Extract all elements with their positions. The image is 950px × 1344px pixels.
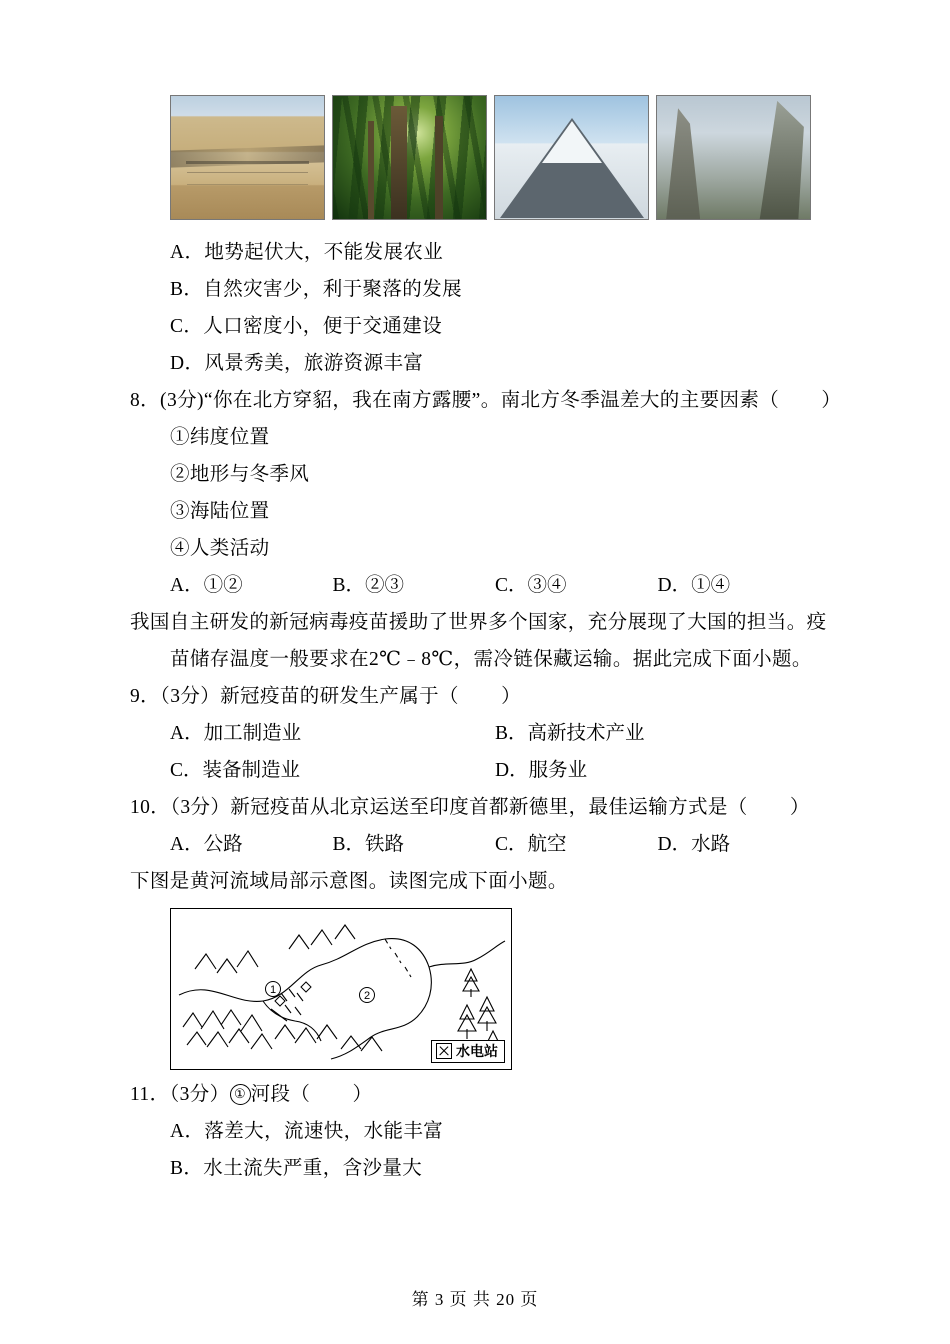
passage-vaccine-line2: 苗储存温度一般要求在2℃﹣8℃，需冷链保藏运输。据此完成下面小题。: [170, 649, 812, 670]
q10-option-b: B．铁路: [332, 834, 405, 855]
hydropower-station-icon: [436, 1043, 452, 1059]
granite-peaks-photo: [656, 95, 811, 220]
q8-item-1: ①纬度位置: [170, 427, 270, 448]
q9-options-row1: [130, 715, 820, 752]
passage-yellow-river: 下图是黄河流域局部示意图。读图完成下面小题。: [130, 871, 568, 892]
yellow-river-map-figure: [170, 908, 512, 1070]
q8-option-a: A．①②: [170, 575, 243, 596]
q8-item-3: ③海陆位置: [170, 501, 270, 522]
q8-stem: 8．(3分)“你在北方穿貂，我在南方露腰”。南北方冬季温差大的主要因素（ ）: [130, 390, 842, 411]
q9-option-a: A．加工制造业: [170, 723, 302, 744]
q10-stem: 10．（3分）新冠疫苗从北京运送至印度首都新德里，最佳运输方式是（ ）: [130, 797, 810, 818]
q11-option-a: A．落差大，流速快，水能丰富: [170, 1121, 444, 1142]
q11-stem-prefix: 11．（3分）: [130, 1084, 230, 1105]
q7-option-b: B．自然灾害少，利于聚落的发展: [170, 279, 463, 300]
q8-options: [130, 567, 820, 604]
q11-stem-circle: ①: [230, 1084, 251, 1105]
desert-highway-photo: [170, 95, 325, 220]
q9-stem: 9．（3分）新冠疫苗的研发生产属于（ ）: [130, 686, 522, 707]
passage-vaccine-line1: 我国自主研发的新冠病毒疫苗援助了世界多个国家，充分展现了大国的担当。疫: [130, 612, 827, 633]
q9-option-b: B．高新技术产业: [495, 723, 645, 744]
map-marker-1-label: 1: [269, 984, 277, 996]
q10-options: [130, 826, 820, 863]
q9-option-c: C．装备制造业: [170, 760, 301, 781]
photo-strip: [170, 95, 820, 220]
q8-item-2: ②地形与冬季风: [170, 464, 310, 485]
q7-option-a: A．地势起伏大，不能发展农业: [170, 242, 444, 263]
q11-stem-suffix: 河段（ ）: [250, 1084, 373, 1105]
q10-option-a: A．公路: [170, 834, 243, 855]
q9-option-d: D．服务业: [495, 760, 588, 781]
q10-option-d: D．水路: [657, 834, 731, 855]
map-legend-label: 水电站: [456, 1043, 498, 1059]
q8-option-d: D．①④: [657, 575, 731, 596]
page-footer: 第 3 页 共 20 页: [411, 1290, 539, 1309]
q10-option-c: C．航空: [495, 834, 567, 855]
map-marker-2-label: 2: [363, 990, 371, 1002]
q7-option-c: C．人口密度小，便于交通建设: [170, 316, 443, 337]
q8-option-b: B．②③: [332, 575, 405, 596]
q11-stem: [130, 1076, 820, 1113]
q8-item-4: ④人类活动: [170, 538, 270, 559]
q8-option-c: C．③④: [495, 575, 567, 596]
q9-options-row2: [130, 752, 820, 789]
snow-mountain-photo: [494, 95, 649, 220]
q7-option-d: D．风景秀美，旅游资源丰富: [170, 353, 424, 374]
rainforest-photo: [332, 95, 487, 220]
map-legend: [431, 1040, 505, 1063]
q11-option-b: B．水土流失严重，含沙量大: [170, 1158, 423, 1179]
